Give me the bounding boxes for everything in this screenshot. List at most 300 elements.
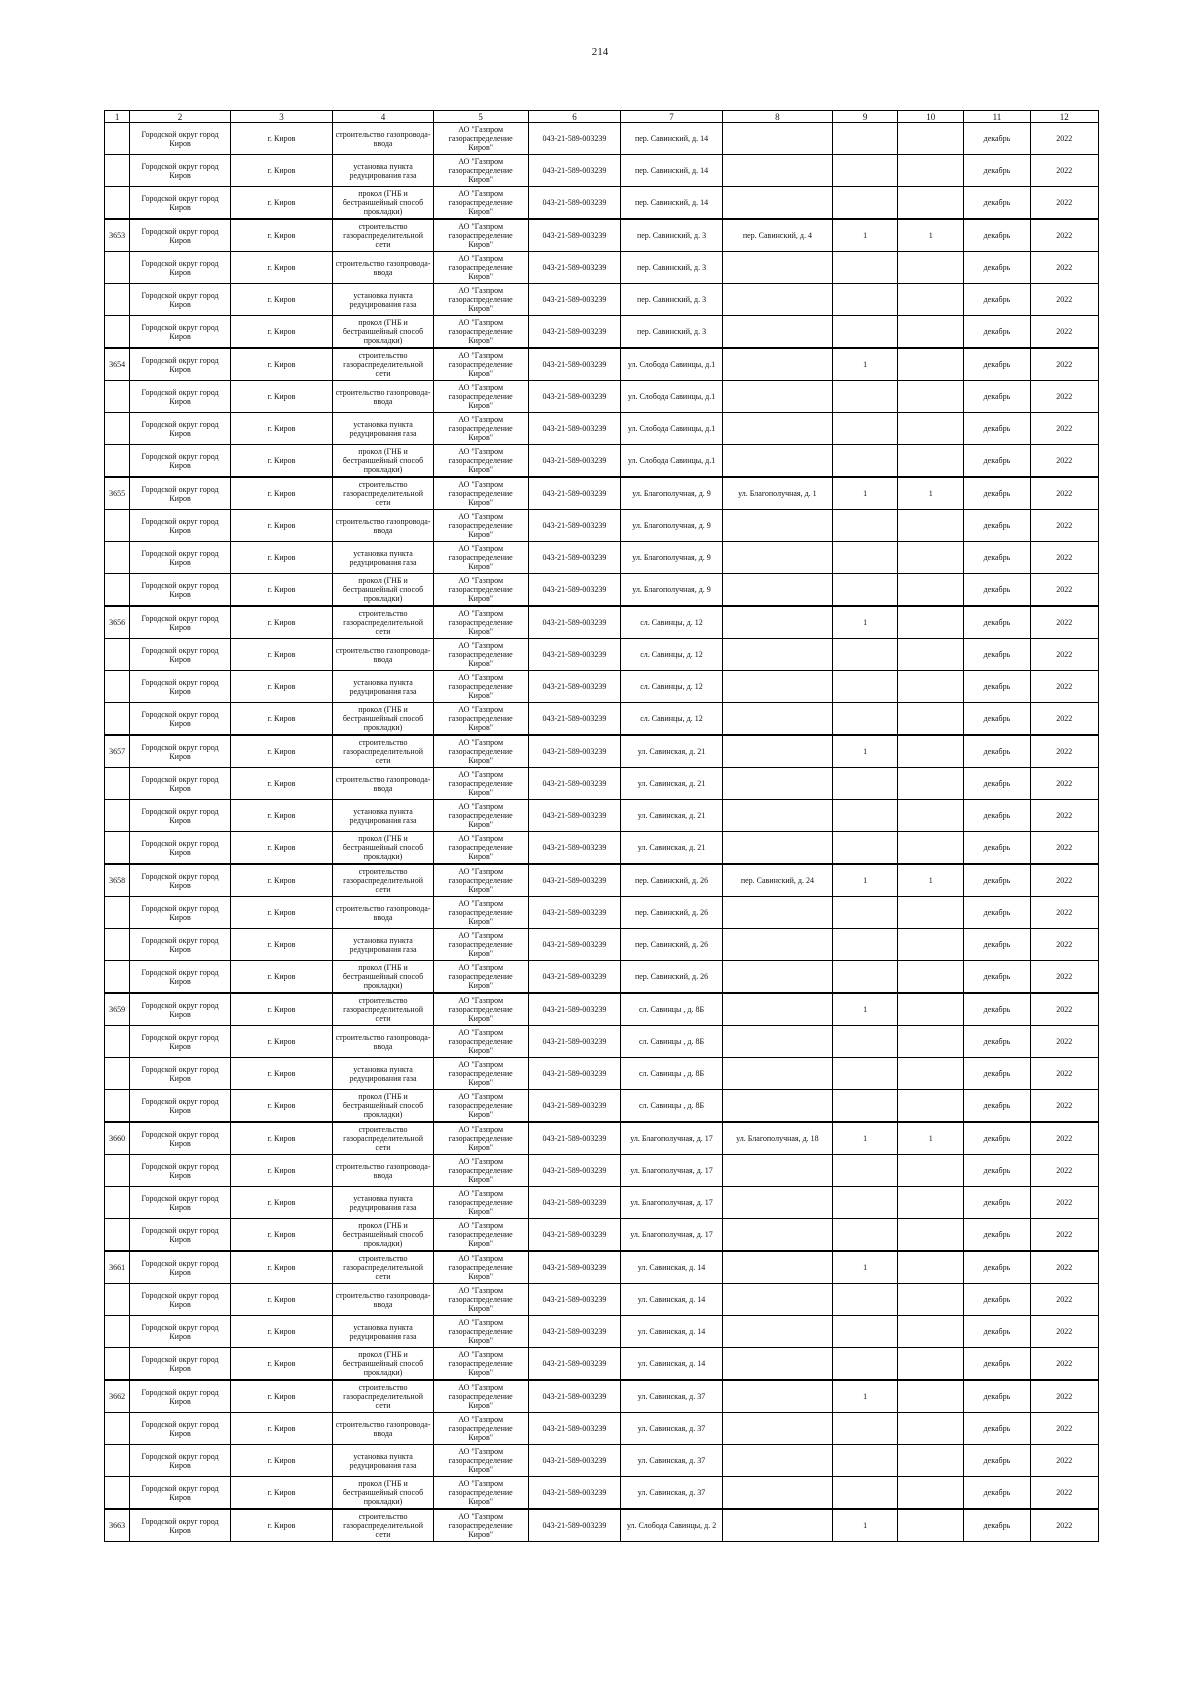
- cell-municipality: Городской округ город Киров: [130, 348, 230, 381]
- cell-year: 2022: [1030, 510, 1098, 542]
- cell-month: декабрь: [964, 1122, 1030, 1155]
- cell-organization: АО "Газпром газораспределение Киров": [433, 639, 528, 671]
- cell-count-b: [898, 800, 964, 832]
- cell-organization: АО "Газпром газораспределение Киров": [433, 284, 528, 316]
- cell-municipality: Городской округ город Киров: [130, 735, 230, 768]
- cell-count-b: [898, 1284, 964, 1316]
- header-col-5: 5: [433, 111, 528, 123]
- cell-month: декабрь: [964, 381, 1030, 413]
- table-row: [105, 1058, 1099, 1090]
- cell-program-code: 043-21-589-003239: [528, 1477, 621, 1510]
- cell-count-a: [833, 1284, 898, 1316]
- cell-month: декабрь: [964, 510, 1030, 542]
- cell-municipality: Городской округ город Киров: [130, 864, 230, 897]
- table-row: [105, 284, 1099, 316]
- cell-month: декабрь: [964, 252, 1030, 284]
- cell-month: декабрь: [964, 768, 1030, 800]
- cell-municipality: Городской округ город Киров: [130, 316, 230, 349]
- header-col-4: 4: [333, 111, 433, 123]
- cell-count-b: [898, 574, 964, 607]
- cell-municipality: Городской округ город Киров: [130, 1284, 230, 1316]
- table-row: [105, 929, 1099, 961]
- cell-month: декабрь: [964, 864, 1030, 897]
- cell-address-extra: [722, 1155, 832, 1187]
- table-row: [105, 445, 1099, 478]
- cell-municipality: Городской округ город Киров: [130, 897, 230, 929]
- cell-program-code: 043-21-589-003239: [528, 123, 621, 155]
- cell-settlement: г. Киров: [230, 542, 333, 574]
- cell-work-type: прокол (ГНБ и бестраншейный способ прокладки): [333, 832, 433, 865]
- cell-row-number: 3653: [105, 219, 130, 252]
- cell-count-b: [898, 284, 964, 316]
- table-row: [105, 1316, 1099, 1348]
- cell-count-b: [898, 1445, 964, 1477]
- cell-row-number: 3660: [105, 1122, 130, 1155]
- cell-municipality: Городской округ город Киров: [130, 1026, 230, 1058]
- cell-address: сл. Савинцы , д. 8Б: [621, 1026, 722, 1058]
- cell-year: 2022: [1030, 1445, 1098, 1477]
- cell-year: 2022: [1030, 413, 1098, 445]
- cell-year: 2022: [1030, 155, 1098, 187]
- cell-work-type: строительство газораспределительной сети: [333, 348, 433, 381]
- cell-work-type: строительство газопровода-ввода: [333, 1155, 433, 1187]
- cell-count-a: [833, 1026, 898, 1058]
- cell-work-type: установка пункта редуцирования газа: [333, 800, 433, 832]
- cell-count-a: [833, 897, 898, 929]
- cell-row-number: 3661: [105, 1251, 130, 1284]
- cell-address-extra: [722, 445, 832, 478]
- cell-address-extra: [722, 1090, 832, 1123]
- cell-address: ул. Савинская, д. 37: [621, 1380, 722, 1413]
- cell-municipality: Городской округ город Киров: [130, 768, 230, 800]
- cell-row-number: [105, 1155, 130, 1187]
- header-col-12: 12: [1030, 111, 1098, 123]
- cell-program-code: 043-21-589-003239: [528, 1251, 621, 1284]
- cell-settlement: г. Киров: [230, 1413, 333, 1445]
- cell-month: декабрь: [964, 187, 1030, 220]
- cell-address-extra: [722, 606, 832, 639]
- cell-organization: АО "Газпром газораспределение Киров": [433, 993, 528, 1026]
- cell-year: 2022: [1030, 1058, 1098, 1090]
- cell-address-extra: [722, 187, 832, 220]
- cell-address-extra: [722, 1251, 832, 1284]
- cell-work-type: строительство газораспределительной сети: [333, 993, 433, 1026]
- cell-month: декабрь: [964, 1509, 1030, 1542]
- cell-row-number: [105, 574, 130, 607]
- cell-count-a: [833, 703, 898, 736]
- cell-address: ул. Савинская, д. 14: [621, 1348, 722, 1381]
- cell-count-b: [898, 1477, 964, 1510]
- cell-month: декабрь: [964, 800, 1030, 832]
- cell-address: ул. Савинская, д. 21: [621, 800, 722, 832]
- cell-row-number: [105, 542, 130, 574]
- header-col-7: 7: [621, 111, 722, 123]
- table-row: [105, 413, 1099, 445]
- cell-count-a: 1: [833, 606, 898, 639]
- cell-work-type: строительство газораспределительной сети: [333, 477, 433, 510]
- cell-row-number: [105, 1026, 130, 1058]
- cell-program-code: 043-21-589-003239: [528, 768, 621, 800]
- cell-count-a: [833, 929, 898, 961]
- cell-organization: АО "Газпром газораспределение Киров": [433, 1090, 528, 1123]
- cell-year: 2022: [1030, 961, 1098, 994]
- cell-month: декабрь: [964, 961, 1030, 994]
- cell-year: 2022: [1030, 219, 1098, 252]
- cell-count-a: [833, 1445, 898, 1477]
- cell-count-b: [898, 1251, 964, 1284]
- cell-program-code: 043-21-589-003239: [528, 993, 621, 1026]
- cell-month: декабрь: [964, 1380, 1030, 1413]
- cell-settlement: г. Киров: [230, 1445, 333, 1477]
- cell-count-b: [898, 1026, 964, 1058]
- cell-organization: АО "Газпром газораспределение Киров": [433, 445, 528, 478]
- cell-work-type: установка пункта редуцирования газа: [333, 413, 433, 445]
- cell-count-b: [898, 155, 964, 187]
- cell-work-type: установка пункта редуцирования газа: [333, 155, 433, 187]
- cell-address: ул. Благополучная, д. 9: [621, 542, 722, 574]
- cell-settlement: г. Киров: [230, 1155, 333, 1187]
- cell-organization: АО "Газпром газораспределение Киров": [433, 316, 528, 349]
- cell-municipality: Городской округ город Киров: [130, 1316, 230, 1348]
- cell-month: декабрь: [964, 606, 1030, 639]
- cell-row-number: 3663: [105, 1509, 130, 1542]
- cell-count-a: [833, 316, 898, 349]
- cell-address-extra: ул. Благополучная, д. 1: [722, 477, 832, 510]
- cell-address-extra: [722, 413, 832, 445]
- cell-program-code: 043-21-589-003239: [528, 574, 621, 607]
- cell-address-extra: [722, 1445, 832, 1477]
- cell-row-number: [105, 1348, 130, 1381]
- cell-count-b: [898, 639, 964, 671]
- cell-settlement: г. Киров: [230, 1477, 333, 1510]
- cell-settlement: г. Киров: [230, 219, 333, 252]
- cell-program-code: 043-21-589-003239: [528, 897, 621, 929]
- cell-settlement: г. Киров: [230, 832, 333, 865]
- cell-work-type: прокол (ГНБ и бестраншейный способ прокладки): [333, 703, 433, 736]
- cell-program-code: 043-21-589-003239: [528, 1219, 621, 1252]
- cell-year: 2022: [1030, 1155, 1098, 1187]
- table-row: [105, 1348, 1099, 1381]
- cell-work-type: прокол (ГНБ и бестраншейный способ прокладки): [333, 1348, 433, 1381]
- cell-work-type: строительство газопровода-ввода: [333, 252, 433, 284]
- cell-address: пер. Савинский, д. 14: [621, 187, 722, 220]
- cell-settlement: г. Киров: [230, 800, 333, 832]
- cell-year: 2022: [1030, 1187, 1098, 1219]
- cell-address-extra: [722, 800, 832, 832]
- cell-year: 2022: [1030, 800, 1098, 832]
- cell-work-type: установка пункта редуцирования газа: [333, 1316, 433, 1348]
- cell-row-number: 3654: [105, 348, 130, 381]
- cell-count-a: [833, 187, 898, 220]
- cell-count-b: [898, 348, 964, 381]
- cell-address-extra: [722, 1348, 832, 1381]
- cell-address-extra: [722, 542, 832, 574]
- table-row: [105, 187, 1099, 220]
- cell-settlement: г. Киров: [230, 187, 333, 220]
- cell-count-b: [898, 961, 964, 994]
- cell-work-type: строительство газопровода-ввода: [333, 639, 433, 671]
- cell-program-code: 043-21-589-003239: [528, 929, 621, 961]
- cell-year: 2022: [1030, 187, 1098, 220]
- cell-year: 2022: [1030, 639, 1098, 671]
- cell-count-b: [898, 1090, 964, 1123]
- cell-municipality: Городской округ город Киров: [130, 1413, 230, 1445]
- cell-count-a: [833, 155, 898, 187]
- cell-settlement: г. Киров: [230, 1219, 333, 1252]
- cell-program-code: 043-21-589-003239: [528, 413, 621, 445]
- cell-program-code: 043-21-589-003239: [528, 1155, 621, 1187]
- cell-municipality: Городской округ город Киров: [130, 1090, 230, 1123]
- cell-municipality: Городской округ город Киров: [130, 187, 230, 220]
- cell-year: 2022: [1030, 284, 1098, 316]
- cell-program-code: 043-21-589-003239: [528, 671, 621, 703]
- cell-address: ул. Савинская, д. 37: [621, 1413, 722, 1445]
- cell-month: декабрь: [964, 1316, 1030, 1348]
- cell-settlement: г. Киров: [230, 252, 333, 284]
- table-row: [105, 639, 1099, 671]
- cell-row-number: [105, 155, 130, 187]
- cell-organization: АО "Газпром газораспределение Киров": [433, 542, 528, 574]
- cell-address: ул. Благополучная, д. 9: [621, 510, 722, 542]
- cell-count-a: [833, 961, 898, 994]
- cell-address: пер. Савинский, д. 26: [621, 864, 722, 897]
- cell-municipality: Городской округ город Киров: [130, 574, 230, 607]
- cell-month: декабрь: [964, 155, 1030, 187]
- cell-work-type: строительство газопровода-ввода: [333, 897, 433, 929]
- cell-municipality: Городской округ город Киров: [130, 671, 230, 703]
- cell-count-a: [833, 768, 898, 800]
- cell-row-number: [105, 1058, 130, 1090]
- cell-settlement: г. Киров: [230, 1090, 333, 1123]
- cell-month: декабрь: [964, 219, 1030, 252]
- cell-work-type: строительство газопровода-ввода: [333, 1026, 433, 1058]
- cell-organization: АО "Газпром газораспределение Киров": [433, 1509, 528, 1542]
- cell-settlement: г. Киров: [230, 1380, 333, 1413]
- cell-row-number: [105, 800, 130, 832]
- table-row: [105, 1445, 1099, 1477]
- cell-address-extra: [722, 1026, 832, 1058]
- cell-settlement: г. Киров: [230, 864, 333, 897]
- cell-municipality: Городской округ город Киров: [130, 1187, 230, 1219]
- table-row: [105, 381, 1099, 413]
- cell-settlement: г. Киров: [230, 155, 333, 187]
- cell-count-b: [898, 606, 964, 639]
- table-row: [105, 606, 1099, 639]
- cell-count-a: [833, 1348, 898, 1381]
- cell-address-extra: [722, 381, 832, 413]
- cell-work-type: прокол (ГНБ и бестраншейный способ прокладки): [333, 1219, 433, 1252]
- table-row: [105, 510, 1099, 542]
- cell-program-code: 043-21-589-003239: [528, 735, 621, 768]
- cell-program-code: 043-21-589-003239: [528, 155, 621, 187]
- cell-address: пер. Савинский, д. 14: [621, 123, 722, 155]
- cell-year: 2022: [1030, 477, 1098, 510]
- cell-month: декабрь: [964, 348, 1030, 381]
- cell-work-type: строительство газораспределительной сети: [333, 1251, 433, 1284]
- header-col-1: 1: [105, 111, 130, 123]
- cell-work-type: строительство газораспределительной сети: [333, 1122, 433, 1155]
- cell-month: декабрь: [964, 1026, 1030, 1058]
- cell-program-code: 043-21-589-003239: [528, 1509, 621, 1542]
- cell-address: сл. Савинцы , д. 8Б: [621, 993, 722, 1026]
- cell-work-type: установка пункта редуцирования газа: [333, 1445, 433, 1477]
- cell-municipality: Городской округ город Киров: [130, 155, 230, 187]
- table-row: [105, 1155, 1099, 1187]
- cell-municipality: Городской округ город Киров: [130, 219, 230, 252]
- page-number: 214: [591, 46, 609, 58]
- cell-row-number: [105, 1316, 130, 1348]
- cell-organization: АО "Газпром газораспределение Киров": [433, 1058, 528, 1090]
- cell-program-code: 043-21-589-003239: [528, 703, 621, 736]
- cell-row-number: 3659: [105, 993, 130, 1026]
- cell-organization: АО "Газпром газораспределение Киров": [433, 1155, 528, 1187]
- cell-program-code: 043-21-589-003239: [528, 1413, 621, 1445]
- cell-count-b: [898, 1509, 964, 1542]
- header-col-6: 6: [528, 111, 621, 123]
- cell-address: пер. Савинский, д. 3: [621, 316, 722, 349]
- cell-year: 2022: [1030, 1284, 1098, 1316]
- cell-address-extra: пер. Савинский, д. 24: [722, 864, 832, 897]
- cell-organization: АО "Газпром газораспределение Киров": [433, 1187, 528, 1219]
- cell-month: декабрь: [964, 671, 1030, 703]
- cell-year: 2022: [1030, 1122, 1098, 1155]
- cell-month: декабрь: [964, 703, 1030, 736]
- cell-year: 2022: [1030, 252, 1098, 284]
- cell-row-number: [105, 381, 130, 413]
- cell-work-type: прокол (ГНБ и бестраншейный способ прокладки): [333, 1090, 433, 1123]
- cell-year: 2022: [1030, 1348, 1098, 1381]
- cell-address: ул. Благополучная, д. 17: [621, 1187, 722, 1219]
- cell-settlement: г. Киров: [230, 639, 333, 671]
- cell-year: 2022: [1030, 1026, 1098, 1058]
- cell-year: 2022: [1030, 542, 1098, 574]
- cell-month: декабрь: [964, 735, 1030, 768]
- cell-program-code: 043-21-589-003239: [528, 252, 621, 284]
- table-row: [105, 316, 1099, 349]
- cell-address: сл. Савинцы , д. 8Б: [621, 1058, 722, 1090]
- cell-row-number: [105, 832, 130, 865]
- cell-address: ул. Савинская, д. 14: [621, 1284, 722, 1316]
- cell-month: декабрь: [964, 639, 1030, 671]
- table-row: [105, 1477, 1099, 1510]
- cell-organization: АО "Газпром газораспределение Киров": [433, 1122, 528, 1155]
- cell-organization: АО "Газпром газораспределение Киров": [433, 219, 528, 252]
- cell-row-number: [105, 1445, 130, 1477]
- cell-count-b: [898, 187, 964, 220]
- cell-address-extra: [722, 1284, 832, 1316]
- cell-work-type: прокол (ГНБ и бестраншейный способ прокладки): [333, 187, 433, 220]
- cell-row-number: [105, 897, 130, 929]
- cell-address-extra: [722, 1219, 832, 1252]
- table-row: [105, 348, 1099, 381]
- cell-program-code: 043-21-589-003239: [528, 445, 621, 478]
- cell-work-type: строительство газопровода-ввода: [333, 381, 433, 413]
- cell-count-a: [833, 1155, 898, 1187]
- cell-address-extra: [722, 929, 832, 961]
- cell-address: ул. Савинская, д. 37: [621, 1477, 722, 1510]
- cell-program-code: 043-21-589-003239: [528, 1122, 621, 1155]
- cell-settlement: г. Киров: [230, 897, 333, 929]
- cell-settlement: г. Киров: [230, 574, 333, 607]
- cell-year: 2022: [1030, 832, 1098, 865]
- cell-row-number: [105, 1284, 130, 1316]
- cell-settlement: г. Киров: [230, 348, 333, 381]
- cell-work-type: строительство газораспределительной сети: [333, 1380, 433, 1413]
- cell-organization: АО "Газпром газораспределение Киров": [433, 671, 528, 703]
- works-table: [104, 110, 1099, 1542]
- cell-year: 2022: [1030, 703, 1098, 736]
- cell-work-type: прокол (ГНБ и бестраншейный способ прокладки): [333, 316, 433, 349]
- cell-row-number: [105, 1413, 130, 1445]
- cell-month: декабрь: [964, 929, 1030, 961]
- cell-month: декабрь: [964, 574, 1030, 607]
- cell-address: ул. Благополучная, д. 17: [621, 1219, 722, 1252]
- table-row: [105, 1090, 1099, 1123]
- cell-count-b: [898, 1219, 964, 1252]
- cell-program-code: 043-21-589-003239: [528, 1284, 621, 1316]
- cell-address-extra: [722, 897, 832, 929]
- cell-organization: АО "Газпром газораспределение Киров": [433, 897, 528, 929]
- cell-address: сл. Савинцы, д. 12: [621, 639, 722, 671]
- cell-organization: АО "Газпром газораспределение Киров": [433, 1477, 528, 1510]
- cell-municipality: Городской округ город Киров: [130, 123, 230, 155]
- cell-month: декабрь: [964, 1187, 1030, 1219]
- cell-program-code: 043-21-589-003239: [528, 1026, 621, 1058]
- cell-organization: АО "Газпром газораспределение Киров": [433, 864, 528, 897]
- cell-program-code: 043-21-589-003239: [528, 284, 621, 316]
- cell-year: 2022: [1030, 929, 1098, 961]
- cell-work-type: прокол (ГНБ и бестраншейный способ прокладки): [333, 961, 433, 994]
- cell-settlement: г. Киров: [230, 1316, 333, 1348]
- cell-address-extra: [722, 155, 832, 187]
- table-row: [105, 1122, 1099, 1155]
- cell-work-type: строительство газораспределительной сети: [333, 735, 433, 768]
- cell-work-type: прокол (ГНБ и бестраншейный способ прокладки): [333, 445, 433, 478]
- cell-program-code: 043-21-589-003239: [528, 1348, 621, 1381]
- cell-organization: АО "Газпром газораспределение Киров": [433, 800, 528, 832]
- cell-address-extra: [722, 1380, 832, 1413]
- cell-count-a: 1: [833, 219, 898, 252]
- cell-settlement: г. Киров: [230, 961, 333, 994]
- cell-address: ул. Благополучная, д. 9: [621, 574, 722, 607]
- cell-year: 2022: [1030, 864, 1098, 897]
- cell-address: сл. Савинцы, д. 12: [621, 703, 722, 736]
- cell-address: ул. Савинская, д. 14: [621, 1251, 722, 1284]
- cell-address: пер. Савинский, д. 3: [621, 219, 722, 252]
- cell-organization: АО "Газпром газораспределение Киров": [433, 155, 528, 187]
- cell-month: декабрь: [964, 445, 1030, 478]
- cell-settlement: г. Киров: [230, 929, 333, 961]
- cell-organization: АО "Газпром газораспределение Киров": [433, 832, 528, 865]
- cell-address: пер. Савинский, д. 26: [621, 897, 722, 929]
- cell-row-number: [105, 1219, 130, 1252]
- cell-municipality: Городской округ город Киров: [130, 284, 230, 316]
- cell-year: 2022: [1030, 123, 1098, 155]
- cell-work-type: установка пункта редуцирования газа: [333, 1058, 433, 1090]
- cell-settlement: г. Киров: [230, 284, 333, 316]
- cell-year: 2022: [1030, 768, 1098, 800]
- cell-year: 2022: [1030, 993, 1098, 1026]
- cell-year: 2022: [1030, 1509, 1098, 1542]
- cell-organization: АО "Газпром газораспределение Киров": [433, 413, 528, 445]
- cell-row-number: [105, 639, 130, 671]
- cell-count-b: [898, 768, 964, 800]
- cell-work-type: строительство газораспределительной сети: [333, 864, 433, 897]
- cell-count-b: [898, 993, 964, 1026]
- cell-count-b: [898, 1380, 964, 1413]
- cell-count-b: 1: [898, 1122, 964, 1155]
- cell-year: 2022: [1030, 445, 1098, 478]
